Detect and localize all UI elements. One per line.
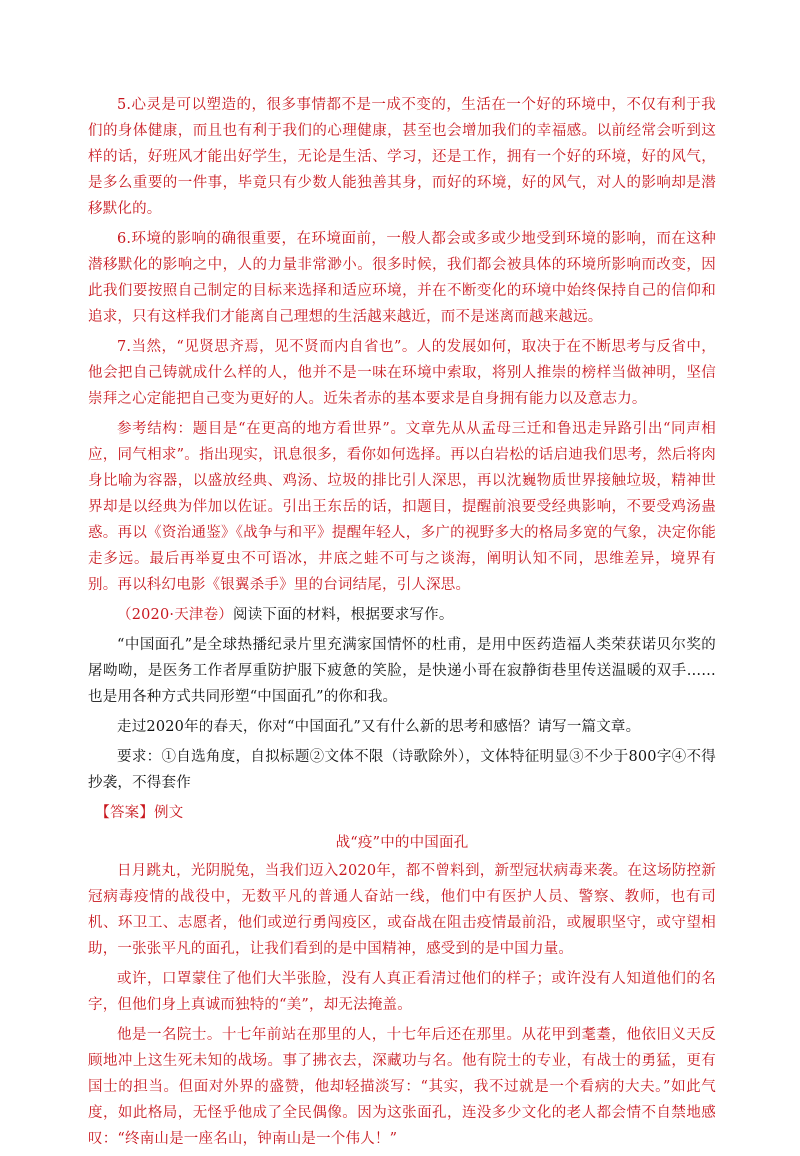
exam-prompt-line xyxy=(88,602,716,628)
exam-instruction: 阅读下面的材料，根据要求写作。 xyxy=(233,607,454,623)
answer-label: 【答案】例文 xyxy=(95,805,184,821)
exam-requirements: 要求：①自选角度，自拟标题②文体不限（诗歌除外），文体特征明显③不少于800字④不得抄袭，不得套作 xyxy=(88,749,716,791)
essay-paragraph-2: 或许，口罩蒙住了他们大半张脸，没有人真正看清过他们的样子；或许没有人知道他们的名字，但他们身上真诚而独特的“美”，却无法掩盖。 xyxy=(88,971,716,1013)
essay-paragraph-3: 他是一名院士。十七年前站在那里的人，十七年后还在那里。从花甲到耄耋，他依旧义天反顾地冲上这生死未知的战场。事了拂衣去，深藏功与名。他有院士的专业，有战士的勇猛，更有国士的担当。但面对外界的盛赞，他却轻描淡写：“其实，我不过就是一个看病的大夫。”如此气度，如此格局，无怪乎他成了全民偶像。因为这张面孔，连没多少文化的老人都会情不自禁地感叹：“终南山是一座名山，钟南山是一个伟人！” xyxy=(88,1027,716,1147)
document-page xyxy=(88,92,716,1156)
exam-material: “中国面孔”是全球热播纪录片里充满家国情怀的杜甫，是用中医药造福人类荣获诺贝尔奖的屠呦呦，是医务工作者厚重防护服下疲惫的笑脸，是快递小哥在寂静街巷里传送温暖的双手……也是用各种方式共同形塑“中国面孔”的你和我。 xyxy=(88,637,716,705)
paragraph-point-6: 6.环境的影响的确很重要，在环境面前，一般人都会或多或少地受到环境的影响，而在这种潜移默化的影响之中，人的力量非常渺小。很多时候，我们都会被具体的环境所影响而改变，因此我们要按照自己制定的目标来选择和适应环境，并在不断变化的环境中始终保持自己的信仰和追求，只有这样我们才能离自己理想的生活越来越近，而不是迷离而越来越远。 xyxy=(88,231,716,325)
essay-title: 战“疫”中的中国面孔 xyxy=(335,835,469,851)
essay-paragraph-1: 日月跳丸，光阴脱兔，当我们迈入2020年，都不曾料到，新型冠状病毒来袭。在这场防控新冠病毒疫情的战役中，无数平凡的普通人奋站一线，他们中有医护人员、警察、教师，也有司机、环卫工、志愿者，他们或逆行勇闯疫区，或奋战在阻击疫情最前沿，或履职坚守，或守望相助，一张张平凡的面孔，让我们看到的是中国精神，感受到的是中国力量。 xyxy=(88,863,716,957)
exam-question: 走过2020年的春天，你对“中国面孔”又有什么新的思考和感悟？请写一篇文章。 xyxy=(117,719,641,735)
exam-source: （2020·天津卷） xyxy=(117,607,234,623)
paragraph-point-5: 5.心灵是可以塑造的，很多事情都不是一成不变的，生活在一个好的环境中，不仅有利于我们的身体健康，而且也有利于我们的心理健康，甚至也会增加我们的幸福感。以前经常会听到这样的话，好班风才能出好学生，无论是生活、学习，还是工作，拥有一个好的环境，好的风气，是多么重要的一件事，毕竟只有少数人能独善其身，而好的环境，好的风气，对人的影响却是潜移默化的。 xyxy=(88,97,716,217)
paragraph-point-7: 7.当然，“见贤思齐焉，见不贤而内自省也”。人的发展如何，取决于在不断思考与反省中，他会把自己铸就成什么样的人，他并不是一味在环境中索取，将别人推崇的榜样当做神明，坚信崇拜之心定能把自己变为更好的人。近朱者赤的基本要求是自身拥有能力以及意志力。 xyxy=(88,339,716,407)
reference-structure: 参考结构：题目是“在更高的地方看世界”。文章先从从孟母三迁和鲁迅走异路引出“同声相应，同气相求”。指出现实，讯息很多，看你如何选择。再以白岩松的话启迪我们思考，然后将肉身比喻为容器，以盛放经典、鸡汤、垃圾的排比引人深思，再以沈巍物质世界接触垃圾，精神世界却是以经典为伴加以佐证。引出王东岳的话，扣题目，提醒前浪要受经典影响，不要受鸡汤蛊惑。再以《资治通鉴》《战争与和平》提醒年轻人，多广的视野多大的格局多宽的气象，决定你能走多远。最后再举夏虫不可语冰，井底之蛙不可与之谈海，阐明认知不同，思维差异，境界有别。再以科幻电影《银翼杀手》里的台词结尾，引人深思。 xyxy=(88,421,716,593)
